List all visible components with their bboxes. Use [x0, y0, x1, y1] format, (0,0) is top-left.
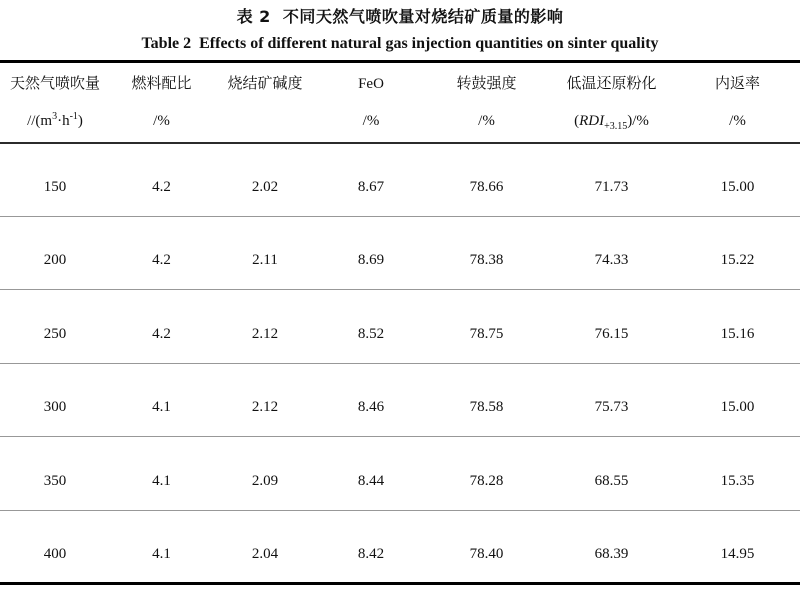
- table-row: [0, 290, 800, 364]
- table-cell: 78.75: [425, 290, 548, 364]
- table-cell: 150: [0, 143, 110, 217]
- table-cell: 15.00: [675, 143, 800, 217]
- column-name: 烧结矿碱度: [227, 76, 303, 92]
- column-unit: [213, 112, 317, 130]
- unit-text: (: [574, 113, 580, 129]
- table-cell: 74.33: [548, 216, 675, 290]
- table-cell: 8.67: [317, 143, 425, 217]
- table-row: [0, 363, 800, 437]
- column-name: 内返率: [714, 76, 760, 92]
- table-cell: 15.00: [675, 363, 800, 437]
- table-cell: 2.02: [213, 143, 317, 217]
- column-unit: [548, 112, 675, 130]
- table-row: [0, 216, 800, 290]
- table-cell: 4.2: [110, 143, 213, 217]
- table-cell: 400: [43, 545, 67, 562]
- table-cell: 300: [0, 363, 110, 437]
- table-cell: 4.2: [110, 290, 213, 364]
- table-row: [0, 143, 800, 217]
- column-name: 燃料配比: [131, 76, 192, 92]
- table-cell: 75.73: [548, 363, 675, 437]
- column-header-fuel-ratio: [110, 62, 213, 143]
- unit-text: //(m: [27, 113, 53, 129]
- column-header-tumbler-strength: [425, 62, 548, 143]
- table-body: [0, 143, 800, 584]
- column-name: 转鼓强度: [456, 76, 517, 92]
- table-cell: 78.38: [425, 216, 548, 290]
- table-row: [0, 437, 800, 511]
- table-header: [0, 62, 800, 143]
- table-caption-zh: 表 2 不同天然气喷吹量对烧结矿质量的影响: [236, 7, 564, 26]
- table-cell: 4.1: [110, 363, 213, 437]
- table-cell: 8.52: [317, 290, 425, 364]
- column-header-feo: [317, 62, 425, 143]
- column-header-rdi: [548, 62, 675, 143]
- column-unit: /%: [362, 113, 380, 129]
- table-cell: 2.09: [213, 437, 317, 511]
- unit-superscript: 3: [52, 111, 58, 122]
- column-header-gas-injection: [0, 62, 110, 143]
- table-cell: 15.16: [675, 290, 800, 364]
- unit-text: )/%: [627, 113, 649, 129]
- table-cell: 78.66: [425, 143, 548, 217]
- unit-variable: RDI: [579, 113, 605, 129]
- column-name: 天然气喷吹量: [9, 76, 100, 92]
- sinter-quality-table: [0, 60, 800, 585]
- column-name: FeO: [358, 76, 384, 92]
- unit-text: ·h: [57, 113, 70, 129]
- table-cell: 2.12: [213, 290, 317, 364]
- table-cell: 15.22: [675, 216, 800, 290]
- table-cell: 2.04: [251, 545, 279, 562]
- table-cell: 350: [0, 437, 110, 511]
- table-cell: 4.1: [152, 545, 171, 562]
- column-unit: /%: [153, 113, 170, 129]
- unit-superscript: -1: [69, 111, 78, 122]
- table-cell: 68.55: [548, 437, 675, 511]
- table-cell: 8.46: [317, 363, 425, 437]
- table-cell: 4.2: [110, 216, 213, 290]
- table-caption-en: Table 2 Effects of different natural gas injection quantities on sinter quality: [141, 35, 659, 52]
- column-name: 低温还原粉化: [566, 76, 657, 92]
- column-unit: /%: [729, 113, 746, 129]
- column-header-internal-return: [675, 62, 800, 143]
- table-cell: 71.73: [548, 143, 675, 217]
- table-cell: 4.1: [110, 437, 213, 511]
- column-unit: [0, 112, 110, 130]
- table-cell: 8.44: [317, 437, 425, 511]
- table-cell: 250: [0, 290, 110, 364]
- table-cell: 14.95: [720, 545, 755, 562]
- table-cell: 78.28: [425, 437, 548, 511]
- table-cell: 200: [0, 216, 110, 290]
- table-cell: 8.69: [317, 216, 425, 290]
- column-header-basicity: [213, 62, 317, 143]
- table-row: [0, 510, 800, 584]
- table-cell: 2.11: [213, 216, 317, 290]
- table-cell: 68.39: [594, 545, 629, 562]
- header-row: [0, 62, 800, 143]
- table-cell: 15.35: [675, 437, 800, 511]
- table-cell: 76.15: [548, 290, 675, 364]
- table-cell: 78.58: [425, 363, 548, 437]
- column-unit: /%: [478, 113, 495, 129]
- unit-text: ): [77, 113, 83, 129]
- unit-subscript: +3.15: [604, 121, 628, 132]
- table-cell: 78.40: [469, 545, 504, 562]
- table-cell: 8.42: [357, 545, 385, 562]
- table-cell: 2.12: [213, 363, 317, 437]
